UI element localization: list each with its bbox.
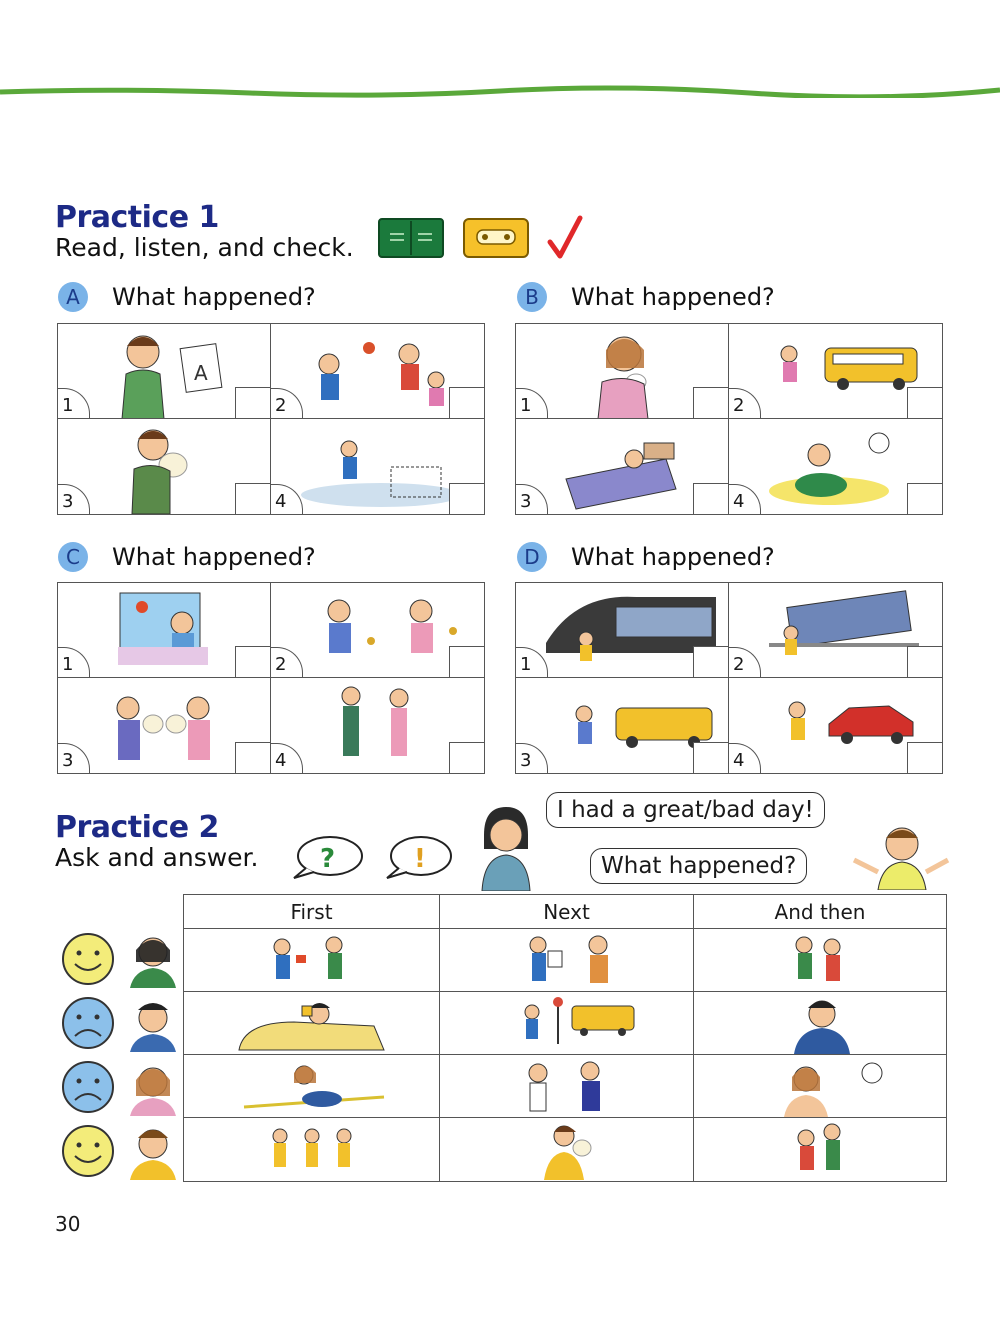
table-cell xyxy=(440,992,694,1055)
picture-number: 3 xyxy=(58,484,90,514)
cassette-icon xyxy=(463,218,529,258)
answer-checkbox[interactable] xyxy=(907,483,942,514)
svg-text:!: ! xyxy=(414,844,426,874)
picture-cell xyxy=(516,324,729,419)
answer-checkbox[interactable] xyxy=(907,742,942,773)
section-letter-badge: B xyxy=(517,282,547,312)
section-letter-badge: D xyxy=(517,542,547,572)
girl-showing-test-picture xyxy=(440,929,694,991)
table-cell xyxy=(184,992,440,1055)
mood-row xyxy=(58,990,182,1052)
exclamation-bubble-icon xyxy=(383,834,453,882)
mood-row xyxy=(58,1118,182,1180)
checkmark-icon xyxy=(546,214,584,262)
section-a-header xyxy=(58,280,316,314)
picture-cell xyxy=(58,419,271,514)
section-a-picture-grid xyxy=(57,323,485,515)
picture-number: 1 xyxy=(58,647,90,677)
picture-cell xyxy=(516,678,729,773)
story-table xyxy=(183,894,947,1182)
answer-checkbox[interactable] xyxy=(449,646,484,677)
girl-with-teacher-picture xyxy=(440,1055,694,1117)
picture-number: 4 xyxy=(271,743,303,773)
practice1-instruction: Read, listen, and check. xyxy=(55,233,354,262)
sad-face-icon xyxy=(58,1054,182,1116)
answer-checkbox[interactable] xyxy=(907,387,942,418)
picture-cell xyxy=(271,324,484,419)
section-question: What happened? xyxy=(571,543,775,571)
table-cell xyxy=(694,992,946,1055)
picture-cell xyxy=(271,583,484,678)
speech-bubble-boy: What happened? xyxy=(590,848,807,884)
picture-cell xyxy=(58,324,271,419)
practice1-title: Practice 1 xyxy=(55,200,219,235)
answer-checkbox[interactable] xyxy=(235,387,270,418)
table-cell xyxy=(440,1055,694,1118)
table-cell xyxy=(694,1055,946,1118)
boy-eating-cotton-candy-table-picture xyxy=(440,1118,694,1180)
picture-number: 1 xyxy=(516,647,548,677)
kids-winning-picture xyxy=(184,1118,440,1180)
picture-number: 2 xyxy=(729,647,761,677)
section-d-header xyxy=(517,540,775,574)
picture-cell xyxy=(729,678,942,773)
section-letter-badge: C xyxy=(58,542,88,572)
happy-face-icon xyxy=(58,1118,182,1180)
column-header-and-then: And then xyxy=(694,895,946,929)
picture-number: 3 xyxy=(516,484,548,514)
picture-number: 1 xyxy=(58,388,90,418)
page-number: 30 xyxy=(55,1212,81,1236)
picture-cell xyxy=(729,324,942,419)
picture-number: 4 xyxy=(271,484,303,514)
picture-cell xyxy=(516,583,729,678)
section-b-picture-grid xyxy=(515,323,943,515)
picture-number: 2 xyxy=(271,388,303,418)
answer-checkbox[interactable] xyxy=(449,483,484,514)
section-letter-badge: A xyxy=(58,282,88,312)
answer-checkbox[interactable] xyxy=(235,742,270,773)
picture-cell xyxy=(58,678,271,773)
svg-text:A: A xyxy=(194,361,208,385)
picture-number: 4 xyxy=(729,743,761,773)
picture-number: 4 xyxy=(729,484,761,514)
section-d-picture-grid xyxy=(515,582,943,774)
table-cell xyxy=(184,1055,440,1118)
answer-checkbox[interactable] xyxy=(235,646,270,677)
picture-cell xyxy=(271,678,484,773)
mood-row xyxy=(58,926,182,988)
happy-face-icon xyxy=(58,926,182,988)
table-cell xyxy=(440,1118,694,1181)
picture-cell xyxy=(271,419,484,514)
answer-checkbox[interactable] xyxy=(693,742,728,773)
section-c-header xyxy=(58,540,316,574)
boy-missing-bus-picture xyxy=(440,992,694,1054)
boy-waking-up-picture xyxy=(184,992,440,1054)
answer-checkbox[interactable] xyxy=(449,742,484,773)
picture-number: 2 xyxy=(729,388,761,418)
mood-row xyxy=(58,1054,182,1116)
kids-giving-gift-picture xyxy=(184,929,440,991)
practice2-instruction: Ask and answer. xyxy=(55,843,259,872)
book-icon xyxy=(378,218,444,258)
answer-checkbox[interactable] xyxy=(693,646,728,677)
table-cell xyxy=(184,1118,440,1181)
picture-cell xyxy=(58,583,271,678)
section-c-picture-grid xyxy=(57,582,485,774)
table-cell xyxy=(440,929,694,992)
girl-worried-picture xyxy=(694,1055,946,1117)
girl-lost-bag-table-picture xyxy=(184,1055,440,1117)
answer-checkbox[interactable] xyxy=(235,483,270,514)
sad-face-icon xyxy=(58,990,182,1052)
speech-bubble-girl: I had a great/bad day! xyxy=(546,792,825,828)
section-b-header xyxy=(517,280,775,314)
picture-number: 2 xyxy=(271,647,303,677)
table-cell xyxy=(694,929,946,992)
svg-text:?: ? xyxy=(320,844,336,874)
girl-speaker-avatar xyxy=(478,805,534,891)
table-cell xyxy=(694,1118,946,1181)
kids-hugging-picture xyxy=(694,929,946,991)
boy-speaker-avatar xyxy=(848,822,954,890)
answer-checkbox[interactable] xyxy=(449,387,484,418)
answer-checkbox[interactable] xyxy=(907,646,942,677)
picture-number: 3 xyxy=(516,743,548,773)
question-bubble-icon xyxy=(290,834,366,882)
answer-checkbox[interactable] xyxy=(693,483,728,514)
section-question: What happened? xyxy=(112,283,316,311)
table-cell xyxy=(184,929,440,992)
section-question: What happened? xyxy=(571,283,775,311)
answer-checkbox[interactable] xyxy=(693,387,728,418)
picture-cell xyxy=(729,419,942,514)
kids-celebrating-picture xyxy=(694,1118,946,1180)
picture-number: 1 xyxy=(516,388,548,418)
picture-number: 3 xyxy=(58,743,90,773)
boy-upset-picture xyxy=(694,992,946,1054)
picture-cell xyxy=(516,419,729,514)
column-header-next: Next xyxy=(440,895,694,929)
practice2-title: Practice 2 xyxy=(55,810,219,845)
picture-cell xyxy=(729,583,942,678)
column-header-first: First xyxy=(184,895,440,929)
section-question: What happened? xyxy=(112,543,316,571)
top-divider-line xyxy=(0,84,1000,98)
